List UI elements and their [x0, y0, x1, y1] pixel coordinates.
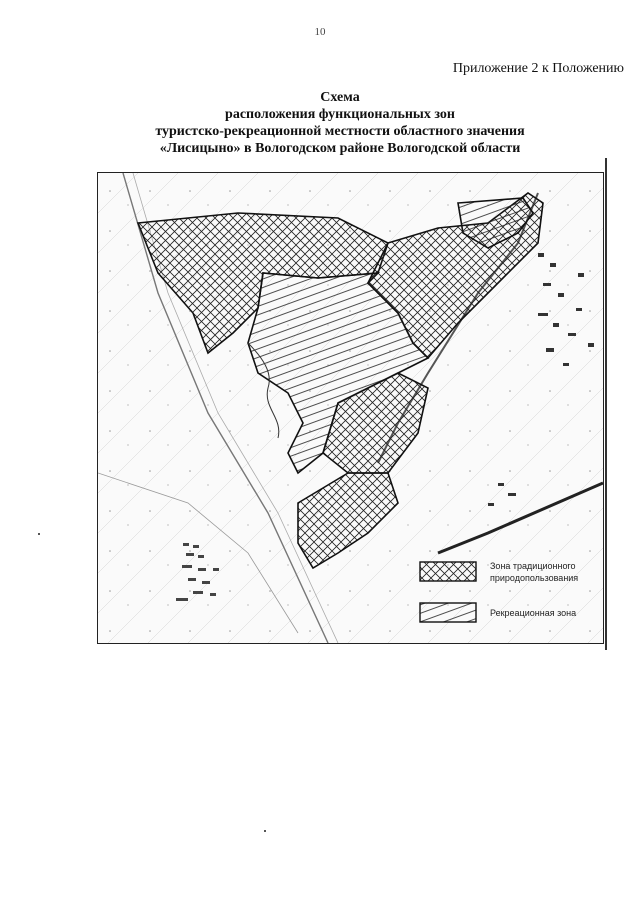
appendix-label: Приложение 2 к Положению — [452, 61, 624, 76]
scan-speck — [264, 830, 266, 832]
title-line-2: расположения функциональных зон — [225, 107, 455, 122]
margin-rule — [605, 158, 607, 650]
map-drawing — [98, 173, 603, 643]
zone-map — [97, 172, 604, 644]
document-title — [60, 89, 620, 157]
legend-label-traditional-1: Зона традиционного — [490, 561, 576, 571]
legend-label-recreation: Рекреационная зона — [490, 608, 577, 618]
legend-swatch-recreation — [420, 603, 476, 622]
page-number: 10 — [314, 26, 326, 38]
scan-speck — [38, 533, 40, 535]
title-line-4: «Лисицыно» в Вологодском районе Вологодской области — [159, 141, 521, 156]
legend-label-traditional-2: природопользования — [490, 573, 579, 583]
title-line-3: туристско-рекреационной местности областного значения — [155, 124, 525, 139]
title-line-1: Схема — [320, 90, 360, 105]
legend-swatch-traditional — [420, 562, 476, 581]
